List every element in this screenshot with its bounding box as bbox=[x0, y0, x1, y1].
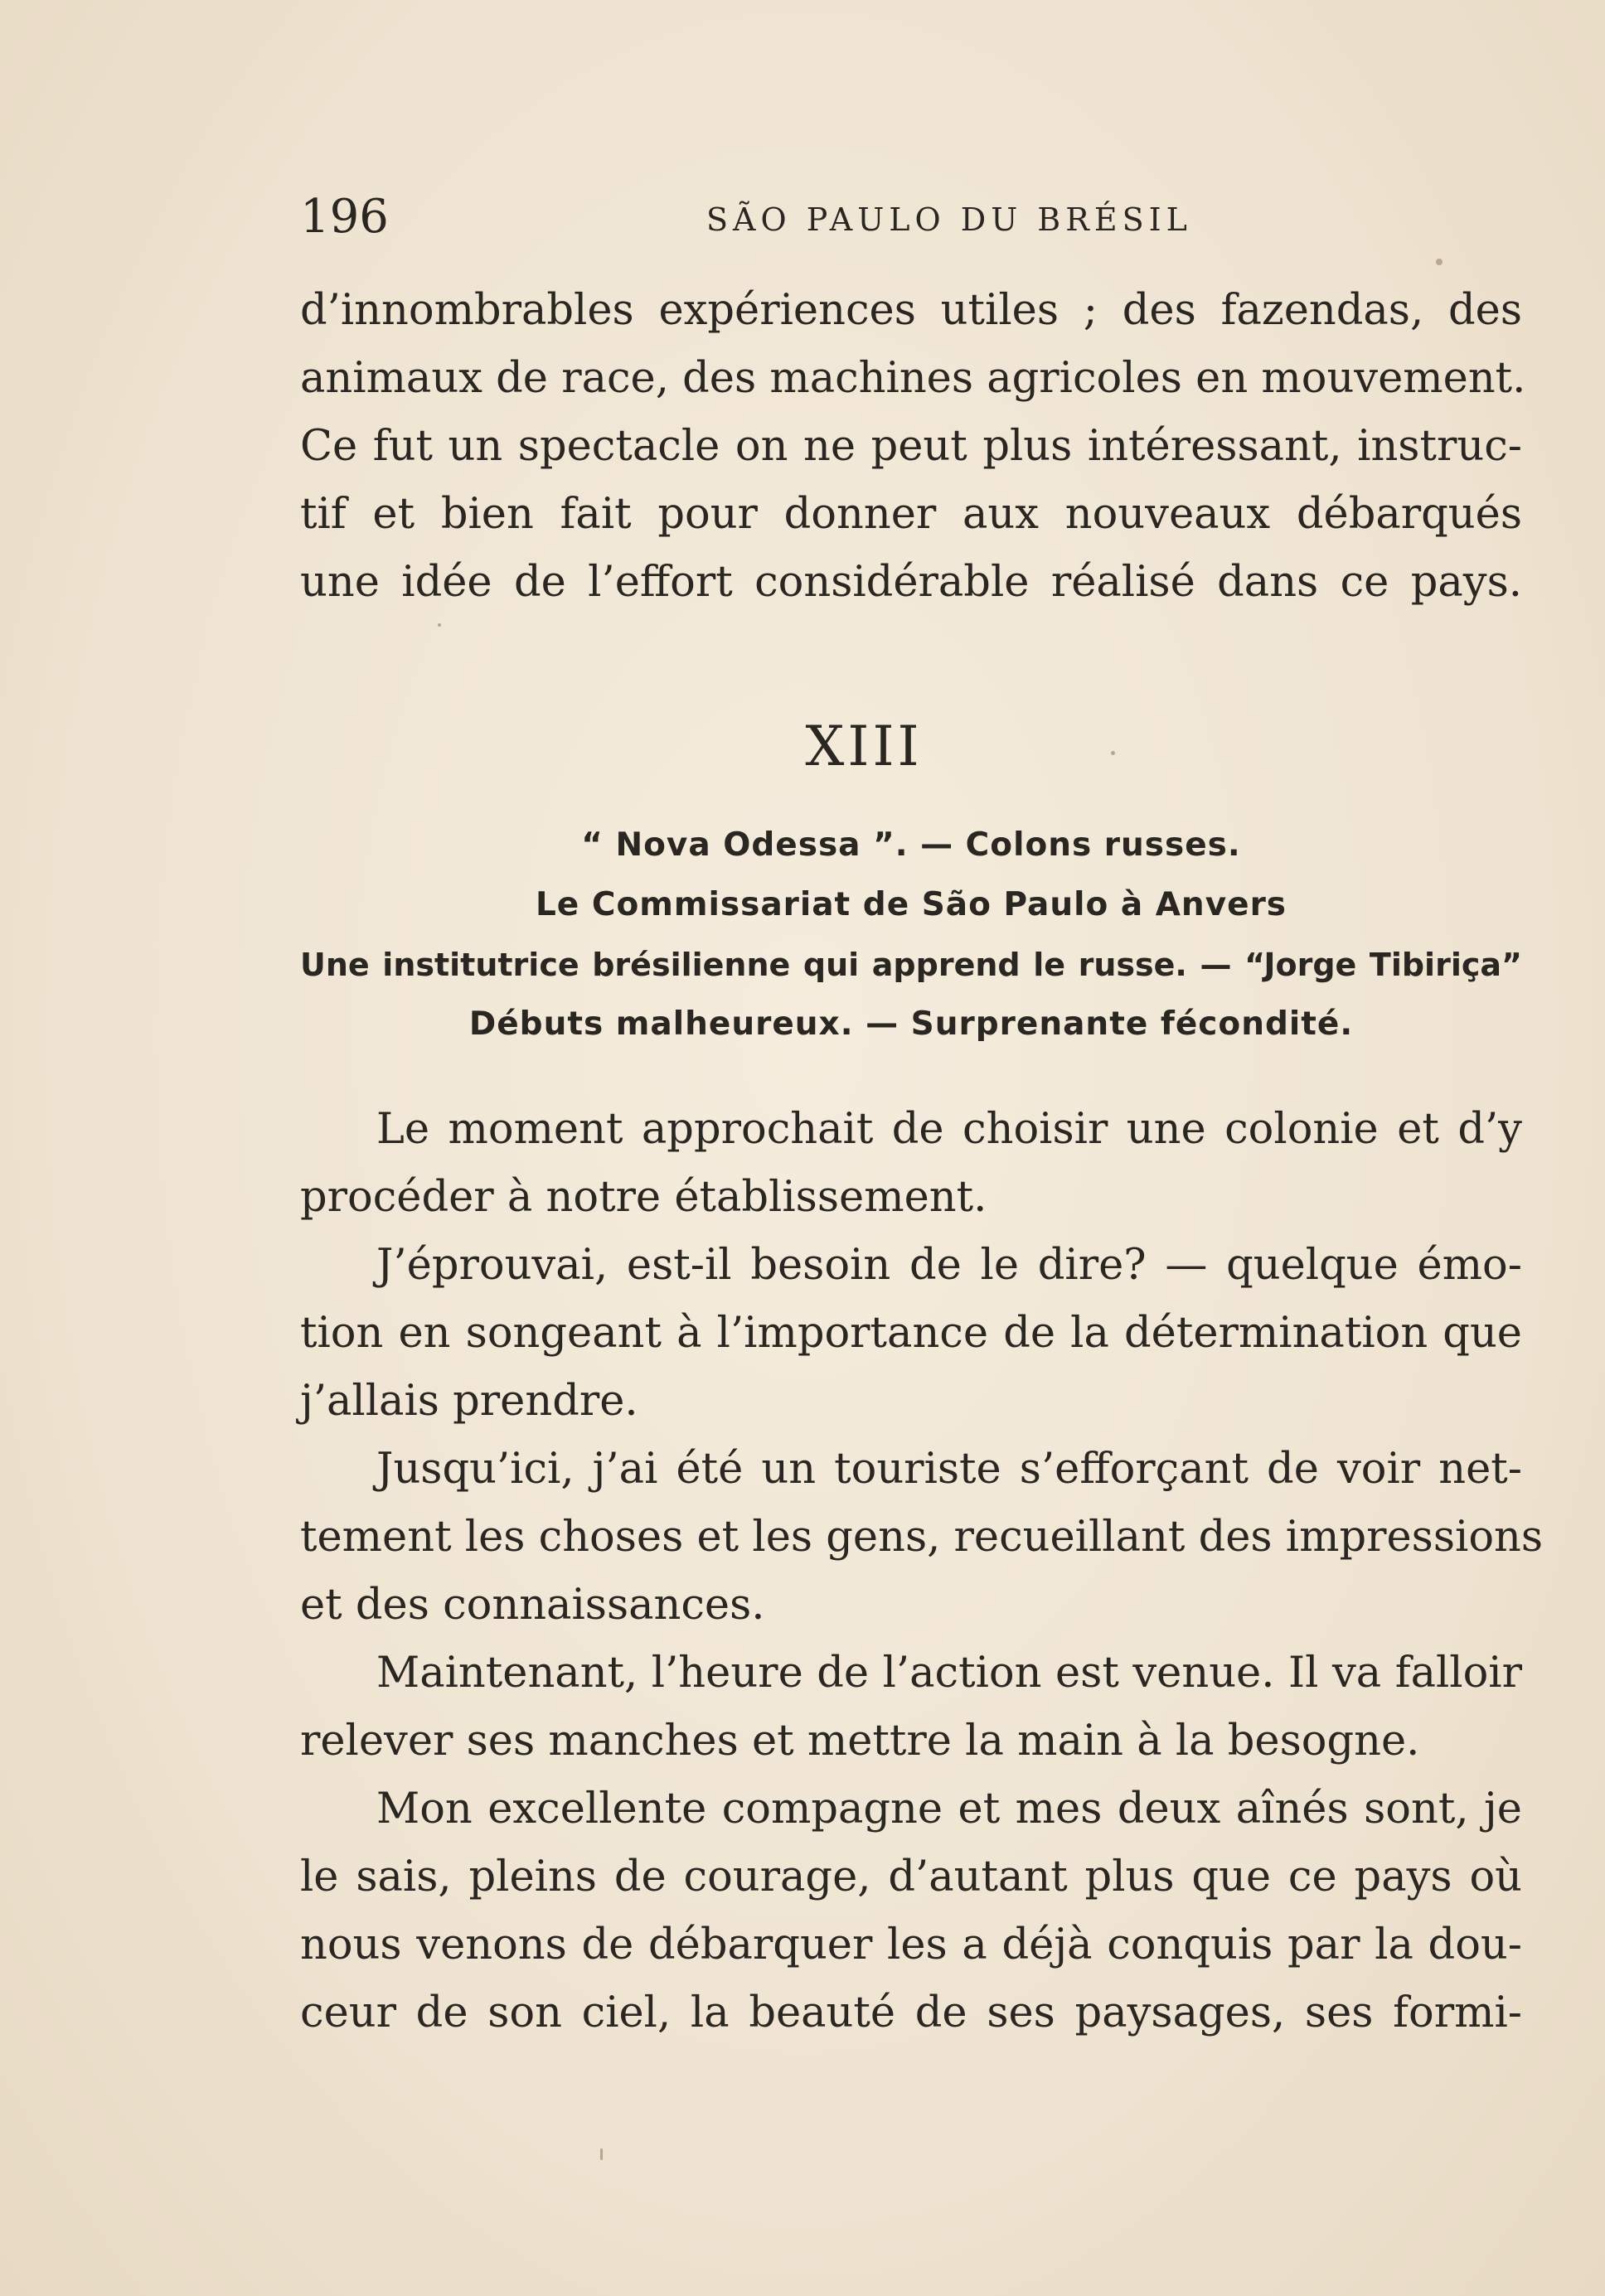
chapter-body bbox=[300, 1096, 1544, 2047]
text-line: Ce fut un spectacle on ne peut plus intéressant, instruc- bbox=[300, 422, 1522, 471]
paper-speck bbox=[1111, 751, 1115, 755]
paper-speck bbox=[600, 2148, 603, 2160]
summary-line: Le Commissariat de São Paulo à Anvers bbox=[535, 886, 1287, 923]
running-title: SÃO PAULO DU BRÉSIL bbox=[706, 201, 1192, 238]
text-line: tement les choses et les gens, recueillant des impressions bbox=[300, 1513, 1544, 1562]
chapter-number: XIII bbox=[805, 714, 923, 778]
chapter-summary bbox=[300, 816, 1522, 1054]
text-line: j’allais prendre. bbox=[300, 1377, 638, 1426]
text-line: J’éprouvai, est-il besoin de le dire? — quelque émo- bbox=[376, 1241, 1522, 1290]
summary-line: “ Nova Odessa ”. — Colons russes. bbox=[581, 826, 1241, 864]
text-line: nous venons de débarquer les a déjà conquis par la dou- bbox=[300, 1921, 1522, 1969]
running-head bbox=[300, 184, 1535, 250]
text-line: une idée de l’effort considérable réalisé dans ce pays. bbox=[300, 558, 1522, 607]
page-number: 196 bbox=[300, 190, 389, 244]
text-line: tif et bien fait pour donner aux nouveaux débarqués bbox=[300, 490, 1522, 539]
text-line: Jusqu’ici, j’ai été un touriste s’efforçant de voir net- bbox=[376, 1445, 1522, 1494]
text-line: tion en songeant à l’importance de la détermination que bbox=[300, 1309, 1522, 1358]
text-line: relever ses manches et mettre la main à la besogne. bbox=[300, 1717, 1420, 1766]
text-line: et des connaissances. bbox=[300, 1581, 765, 1630]
text-line: procéder à notre établissement. bbox=[300, 1173, 987, 1222]
text-line: le sais, pleins de courage, d’autant plus que ce pays où bbox=[300, 1853, 1522, 1901]
opening-paragraph bbox=[300, 277, 1526, 617]
text-line: Le moment approchait de choisir une colonie et d’y bbox=[376, 1105, 1522, 1154]
paper-speck bbox=[1436, 259, 1443, 265]
text-line: d’innombrables expériences utiles ; des fazendas, des bbox=[300, 286, 1522, 335]
text-line: Maintenant, l’heure de l’action est venue. Il va falloir bbox=[376, 1649, 1522, 1698]
text-line: ceur de son ciel, la beauté de ses paysages, ses formi- bbox=[300, 1988, 1522, 2037]
paper-speck bbox=[438, 623, 441, 627]
text-line: Mon excellente compagne et mes deux aînés sont, je bbox=[376, 1785, 1522, 1833]
text-line: animaux de race, des machines agricoles en mouvement. bbox=[300, 354, 1526, 403]
summary-line: Débuts malheureux. — Surprenante fécondité. bbox=[468, 1005, 1354, 1043]
summary-line: Une institutrice brésilienne qui apprend le russe. — “Jorge Tibiriça” bbox=[300, 947, 1522, 983]
